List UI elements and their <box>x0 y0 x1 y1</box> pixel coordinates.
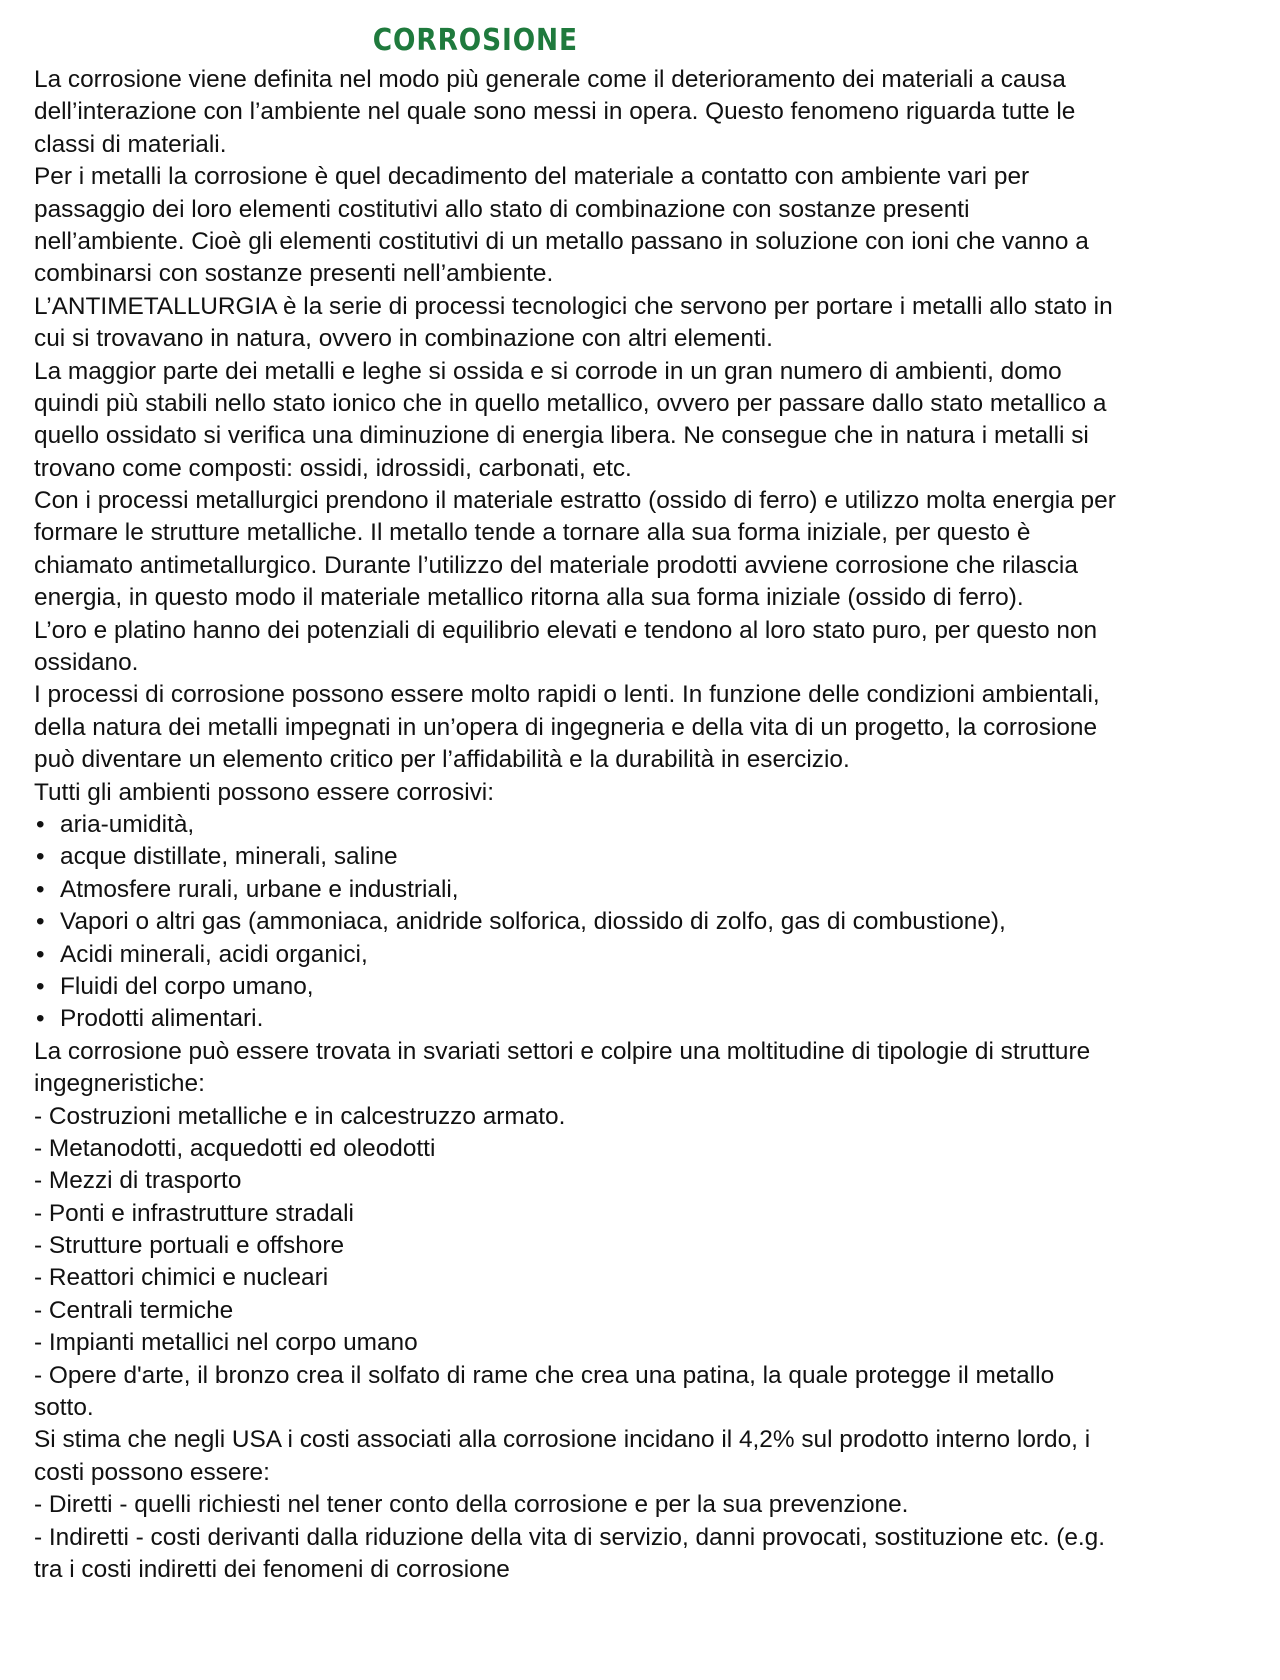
text-line: ingegneristiche: <box>34 1070 205 1098</box>
text-line: - Diretti - quelli richiesti nel tener conto della corrosione e per la sua prevenzione. <box>34 1491 909 1519</box>
text-line: trovano come composti: ossidi, idrossidi, carbonati, etc. <box>34 454 632 482</box>
text-line: quindi più stabili nello stato ionico che in quello metallico, ovvero per passare dallo stato metallico a <box>34 389 1107 417</box>
text-line: classi di materiali. <box>34 130 227 158</box>
document-title: CORROSIONE <box>372 23 578 58</box>
list-item: - Mezzi di trasporto <box>34 1167 242 1195</box>
sectors-list <box>34 1101 1256 1425</box>
text-line: costi possono essere: <box>34 1458 270 1486</box>
text-line: combinarsi con sostanze presenti nell’ambiente. <box>34 260 554 288</box>
intro-section <box>34 64 1256 809</box>
text-line: quello ossidato si verifica una diminuzione di energia libera. Ne consegue che in natura i metalli si <box>34 422 1089 450</box>
text-line: formare le strutture metalliche. Il metallo tende a tornare alla sua forma iniziale, per questo è <box>34 519 1031 547</box>
list-item: - Metanodotti, acquedotti ed oleodotti <box>34 1134 436 1162</box>
text-line: passaggio dei loro elementi costitutivi allo stato di combinazione con sostanze presenti <box>34 195 970 223</box>
text-line: La corrosione viene definita nel modo più generale come il deterioramento dei materiali a causa <box>34 66 1066 93</box>
text-line: Tutti gli ambienti possono essere corrosivi: <box>34 778 495 806</box>
list-item: • Vapori o altri gas (ammoniaca, anidride solforica, diossido di zolfo, gas di combustione), <box>34 906 1256 938</box>
text-line: energia, in questo modo il materiale metallico ritorna alla sua forma iniziale (ossido di ferro). <box>34 584 1024 612</box>
text-line: Per i metalli la corrosione è quel decadimento del materiale a contatto con ambiente vari per <box>34 163 1030 191</box>
text-line: La maggior parte dei metalli e leghe si ossida e si corrode in un gran numero di ambienti, domo <box>34 357 1062 385</box>
list-item: sotto. <box>34 1394 94 1422</box>
list-item: • Atmosfere rurali, urbane e industriali, <box>34 874 1256 906</box>
list-item: - Strutture portuali e offshore <box>34 1232 345 1260</box>
list-item: - Opere d'arte, il bronzo crea il solfato di rame che crea una patina, la quale protegge il metallo <box>34 1361 1055 1389</box>
text-line: tra i costi indiretti dei fenomeni di corrosione <box>34 1555 510 1583</box>
list-item: - Centrali termiche <box>34 1296 234 1324</box>
list-item: • acque distillate, minerali, saline <box>34 841 1256 873</box>
text-line: Si stima che negli USA i costi associati alla corrosione incidano il 4,2% sul prodotto interno lordo, i <box>34 1426 1091 1454</box>
text-line: cui si trovavano in natura, ovvero in combinazione con altri elementi. <box>34 325 773 353</box>
text-line: - Indiretti - costi derivanti dalla riduzione della vita di servizio, danni provocati, sostituzione etc. (e.g. <box>34 1523 1105 1551</box>
list-item: - Reattori chimici e nucleari <box>34 1264 329 1292</box>
list-item: • Acidi minerali, acidi organici, <box>34 939 1256 971</box>
list-item: - Costruzioni metalliche e in calcestruzzo armato. <box>34 1102 566 1130</box>
text-line: può diventare un elemento critico per l’affidabilità e la durabilità in esercizio. <box>34 746 850 774</box>
text-line: L’ANTIMETALLURGIA è la serie di processi tecnologici che servono per portare i metalli allo stato in <box>34 292 1113 320</box>
list-item: - Ponti e infrastrutture stradali <box>34 1199 354 1227</box>
text-line: La corrosione può essere trovata in svariati settori e colpire una moltitudine di tipologie di strutture <box>34 1037 1091 1065</box>
text-line: L’oro e platino hanno dei potenziali di equilibrio elevati e tendono al loro stato puro, per questo non <box>34 616 1098 644</box>
text-line: ossidano. <box>34 649 139 677</box>
sectors-intro <box>34 1036 1256 1101</box>
text-line: Con i processi metallurgici prendono il materiale estratto (ossido di ferro) e utilizzo molta energia per <box>34 487 1116 515</box>
environments-list <box>34 809 1256 1036</box>
text-line: chiamato antimetallurgico. Durante l’utilizzo del materiale prodotti avviene corrosione che rilascia <box>34 551 1078 579</box>
costs-section <box>34 1424 1256 1586</box>
document-page <box>34 18 1256 1586</box>
list-item: - Impianti metallici nel corpo umano <box>34 1329 418 1357</box>
text-line: della natura dei metalli impegnati in un’opera di ingegneria e della vita di un progetto, la corrosione <box>34 713 1098 741</box>
list-item: • aria-umidità, <box>34 809 1256 841</box>
text-line: I processi di corrosione possono essere molto rapidi o lenti. In funzione delle condizioni ambientali, <box>34 681 1100 709</box>
list-item: • Fluidi del corpo umano, <box>34 971 1256 1003</box>
text-line: dell’interazione con l’ambiente nel quale sono messi in opera. Questo fenomeno riguarda tutte le <box>34 98 1076 126</box>
text-line: nell’ambiente. Cioè gli elementi costitutivi di un metallo passano in soluzione con ioni che vanno a <box>34 227 1089 255</box>
list-item: • Prodotti alimentari. <box>34 1003 1256 1035</box>
